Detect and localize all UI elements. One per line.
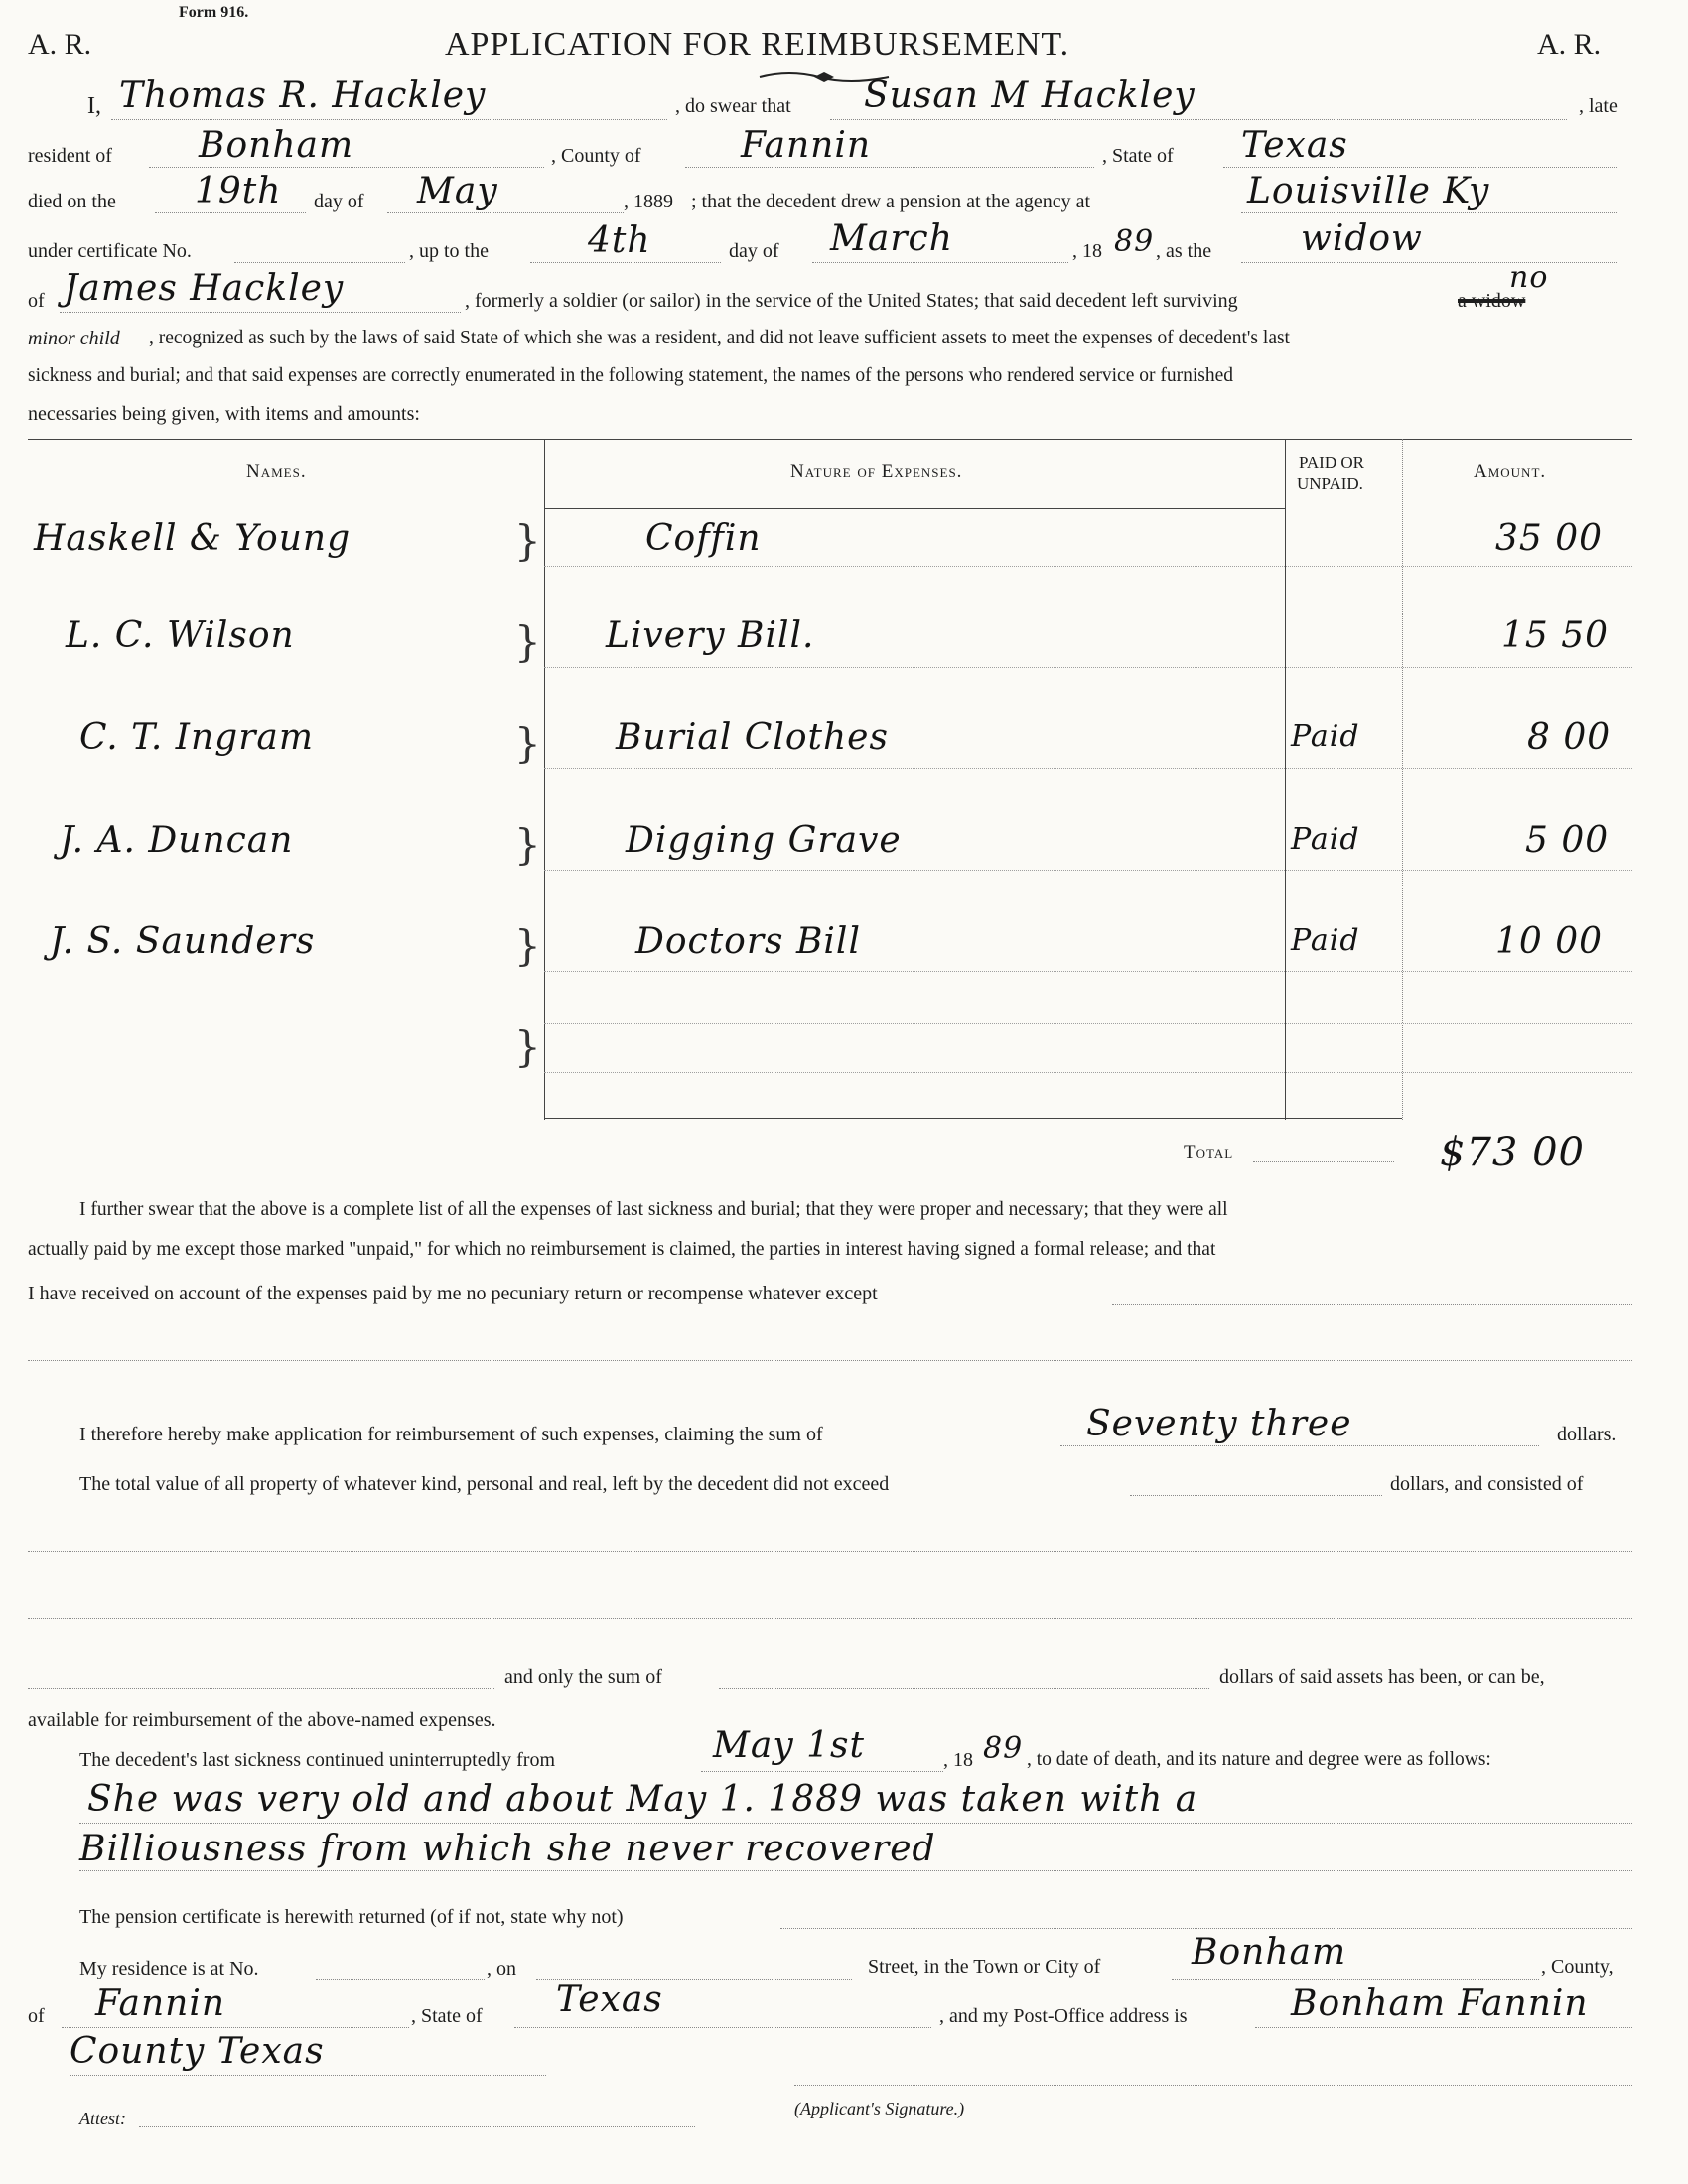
row-rule <box>544 870 1632 871</box>
closing-state-line <box>514 2027 931 2028</box>
col-names-header: Names. <box>246 461 307 481</box>
claim-text: I therefore hereby make application for reimbursement of such expenses, claiming the sum of <box>79 1424 823 1445</box>
col-paid-header-2: UNPAID. <box>1297 475 1363 493</box>
sickness-from-line <box>701 1771 943 1772</box>
property-blank-2 <box>28 1618 1632 1619</box>
struck-word: a widow <box>1458 290 1526 312</box>
day-of-label-2: day of <box>729 240 779 262</box>
minor-child-label: minor child <box>28 328 120 349</box>
post-office-text: , and my Post-Office address is <box>939 2005 1188 2027</box>
resident-of-label: resident of <box>28 145 112 167</box>
row-rule <box>544 566 1632 567</box>
sickness-year-prefix: , 18 <box>943 1749 973 1771</box>
closing-county: Fannin <box>95 1983 226 2024</box>
post-office-address-2: County Texas <box>70 2031 325 2072</box>
decedent-line <box>830 119 1567 120</box>
death-day: 19th <box>195 171 282 211</box>
total-value: $73 00 <box>1440 1130 1585 1175</box>
col-paid-header-1: PAID OR <box>1299 453 1364 472</box>
row-rule <box>544 971 1632 972</box>
row-3-name: C. T. Ingram <box>79 717 315 757</box>
residence-no-line <box>316 1979 485 1980</box>
closing-of-label: of <box>28 2005 45 2027</box>
closing-state-label: , State of <box>411 2005 483 2027</box>
county-label: , County of <box>551 145 641 167</box>
row-brace: } <box>514 719 541 767</box>
col-nature-header: Nature of Expenses. <box>790 461 963 481</box>
further-line-1: I further swear that the above is a complete list of all the expenses of last sickness and burial; that they were proper and necessary; that they were all <box>79 1199 1228 1220</box>
available-text: available for reimbursement of the above-named expenses. <box>28 1709 496 1731</box>
row-4-nature: Digging Grave <box>626 820 902 861</box>
certificate-label: under certificate No. <box>28 240 192 262</box>
table-top-rule <box>28 439 1632 440</box>
signature-caption: (Applicant's Signature.) <box>794 2099 965 2118</box>
died-on-label: died on the <box>28 191 116 212</box>
only-sum-line <box>719 1688 1209 1689</box>
sickness-suffix: , to date of death, and its nature and degree were as follows: <box>1027 1749 1491 1770</box>
col-amount-header: Amount. <box>1474 461 1547 481</box>
no-word: no <box>1509 260 1549 295</box>
soldier-line <box>60 312 461 313</box>
row-rule <box>544 667 1632 668</box>
decedent-name: Susan M Hackley <box>864 75 1196 116</box>
row-1-name: Haskell & Young <box>34 518 352 559</box>
death-month-line <box>387 212 624 213</box>
soldier-text: , formerly a soldier (or sailor) in the service of the United States; that said decedent left surviving <box>465 290 1238 312</box>
row-5-paid: Paid <box>1291 923 1360 958</box>
table-col-rule-3 <box>1402 439 1403 1120</box>
right-mark: A. R. <box>1537 28 1602 61</box>
intro-line-8: necessaries being given, with items and amounts: <box>28 403 420 425</box>
up-to-day: 4th <box>588 220 651 261</box>
signature-line <box>794 2085 1632 2086</box>
row-1-nature: Coffin <box>645 518 762 559</box>
certificate-returned-line <box>780 1928 1632 1929</box>
sickness-desc-line-1 <box>79 1823 1632 1824</box>
death-month: May <box>417 171 498 211</box>
certificate-returned-text: The pension certificate is herewith returned (of if not, state why not) <box>79 1906 624 1928</box>
page-title: APPLICATION FOR REIMBURSEMENT. <box>445 26 1070 63</box>
row-4-name: J. A. Duncan <box>60 820 294 861</box>
row-5-name: J. S. Saunders <box>50 921 316 962</box>
residence-county-suffix: , County, <box>1541 1956 1614 1978</box>
residence-no-text: My residence is at No. <box>79 1958 259 1979</box>
property-blank-1 <box>28 1551 1632 1552</box>
further-line-3: I have received on account of the expenses paid by me no pecuniary return or recompense whatever except <box>28 1283 878 1304</box>
table-header-rule <box>544 508 1285 509</box>
residence-on-text: , on <box>487 1958 516 1979</box>
up-to-label: , up to the <box>409 240 489 262</box>
late-label: , late <box>1579 95 1618 117</box>
residence-line <box>149 167 544 168</box>
only-sum-lead <box>28 1688 494 1689</box>
intro-line-6: , recognized as such by the laws of said State of which she was a resident, and did not leave sufficient assets to meet the expenses of decedent's last <box>149 328 1290 348</box>
up-to-month: March <box>830 218 953 259</box>
closing-county-line <box>62 2027 409 2028</box>
row-1-amount: 35 00 <box>1495 518 1604 559</box>
total-dots <box>1253 1161 1394 1162</box>
attest-label: Attest: <box>79 2109 126 2128</box>
row-brace: } <box>514 617 541 666</box>
up-to-month-line <box>812 262 1068 263</box>
agency-text: ; that the decedent drew a pension at the agency at <box>691 191 1091 212</box>
attest-line <box>139 2126 695 2127</box>
county-line <box>685 167 1094 168</box>
post-office-line <box>1255 2027 1632 2028</box>
form-number: Form 916. <box>179 4 249 21</box>
up-to-year: 89 <box>1114 224 1155 259</box>
sickness-desc-2: Billiousness from which she never recovered <box>79 1829 936 1869</box>
soldier-name: James Hackley <box>64 268 345 309</box>
row-2-nature: Livery Bill. <box>606 615 815 656</box>
only-sum-text: and only the sum of <box>504 1666 662 1688</box>
row-rule <box>544 1023 1632 1024</box>
residence-value: Bonham <box>199 125 354 166</box>
row-rule <box>544 768 1632 769</box>
property-suffix: dollars, and consisted of <box>1390 1473 1584 1495</box>
row-3-nature: Burial Clothes <box>616 717 889 757</box>
claim-sum: Seventy three <box>1086 1404 1352 1444</box>
state-label: , State of <box>1102 145 1174 167</box>
row-brace: } <box>514 820 541 869</box>
sickness-from-date: May 1st <box>713 1725 865 1766</box>
left-mark: A. R. <box>28 28 92 61</box>
intro-line-7: sickness and burial; and that said expenses are correctly enumerated in the following statement, the names of the persons who rendered service or furnished <box>28 365 1234 386</box>
relation-value: widow <box>1301 218 1423 259</box>
row-rule <box>544 1072 1632 1073</box>
claim-dollars: dollars. <box>1557 1424 1617 1445</box>
row-3-paid: Paid <box>1291 719 1360 753</box>
row-brace: } <box>514 1023 541 1071</box>
row-2-amount: 15 50 <box>1501 615 1610 656</box>
state-line <box>1223 167 1618 168</box>
up-to-day-line <box>530 262 721 263</box>
row-2-name: L. C. Wilson <box>66 615 295 656</box>
agency-line <box>1241 212 1618 213</box>
post-office-address-1: Bonham Fannin <box>1291 1983 1589 2024</box>
intro-i: I, <box>87 93 101 119</box>
residence-city-line <box>1172 1979 1539 1980</box>
agency-value: Louisville Ky <box>1247 171 1490 211</box>
applicant-name: Thomas R. Hackley <box>119 75 487 116</box>
row-3-amount: 8 00 <box>1527 717 1612 757</box>
residence-city: Bonham <box>1192 1932 1347 1973</box>
only-sum-suffix: dollars of said assets has been, or can be, <box>1219 1666 1545 1688</box>
table-col-rule-1 <box>544 439 545 1120</box>
table-bottom-rule <box>544 1118 1402 1119</box>
except-line <box>1112 1304 1632 1305</box>
row-5-amount: 10 00 <box>1495 921 1604 962</box>
closing-state: Texas <box>556 1979 663 2020</box>
claim-sum-line <box>1060 1445 1539 1446</box>
certificate-line <box>234 262 405 263</box>
state-value: Texas <box>1241 125 1348 166</box>
up-to-year-prefix: , 18 <box>1072 240 1102 262</box>
county-value: Fannin <box>741 125 872 166</box>
post-office-line-2 <box>70 2075 546 2076</box>
property-text: The total value of all property of whatever kind, personal and real, left by the decedent did not exceed <box>79 1473 890 1495</box>
do-swear-label: , do swear that <box>675 95 791 117</box>
blank-line <box>28 1360 1632 1361</box>
row-5-nature: Doctors Bill <box>635 921 861 962</box>
table-col-rule-2 <box>1285 439 1286 1120</box>
as-the-label: , as the <box>1156 240 1212 262</box>
further-line-2: actually paid by me except those marked "unpaid," for which no reimbursement is claimed, the parties in interest having signed a formal release; and that <box>28 1239 1216 1260</box>
sickness-year: 89 <box>983 1731 1024 1766</box>
applicant-line <box>111 119 667 120</box>
row-brace: } <box>514 516 541 565</box>
death-day-line <box>155 212 306 213</box>
sickness-desc-line-2 <box>79 1870 1632 1871</box>
relation-line <box>1241 262 1618 263</box>
row-4-amount: 5 00 <box>1525 820 1610 861</box>
row-brace: } <box>514 921 541 970</box>
sickness-text: The decedent's last sickness continued uninterruptedly from <box>79 1749 556 1771</box>
of-label: of <box>28 290 45 312</box>
total-label: Total <box>1184 1142 1234 1162</box>
sickness-desc-1: She was very old and about May 1. 1889 was taken with a <box>87 1779 1198 1820</box>
row-4-paid: Paid <box>1291 822 1360 857</box>
residence-street-text: Street, in the Town or City of <box>868 1956 1101 1978</box>
day-of-label: day of <box>314 191 364 212</box>
property-value-line <box>1130 1495 1382 1496</box>
death-year: , 1889 <box>624 191 673 212</box>
